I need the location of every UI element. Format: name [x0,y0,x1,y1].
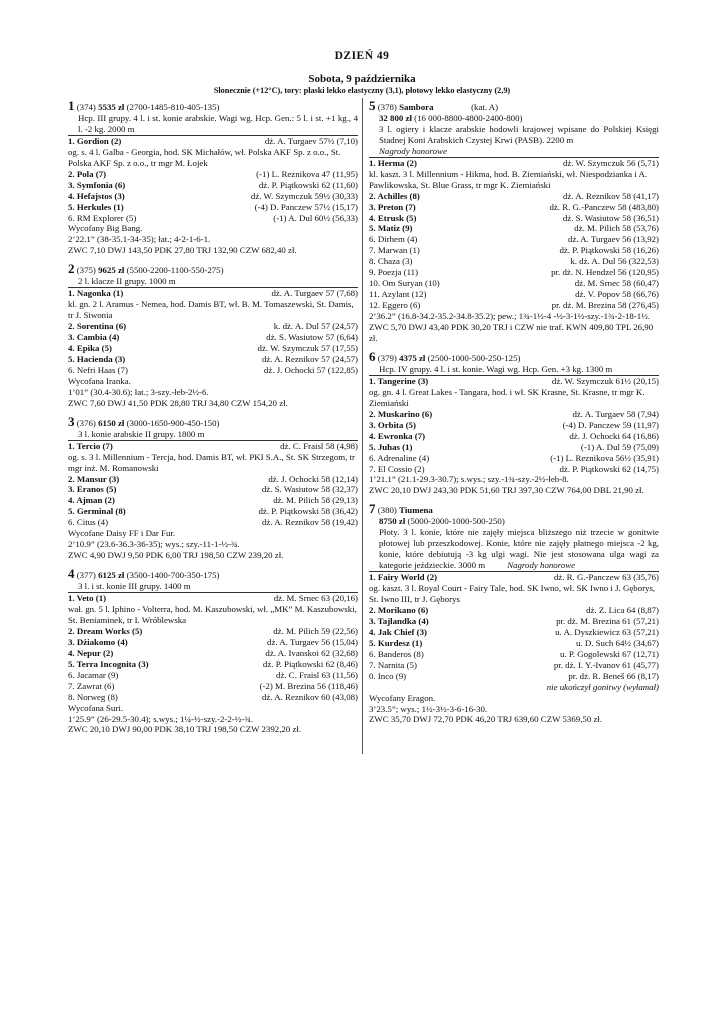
scratched-horses: Wycofany Eragon. [369,692,436,703]
placing-horse: 2. Muskarino (6) [369,408,433,419]
race-prize-split: (2500-1000-500-250-125) [427,352,521,363]
placing-row [68,637,358,648]
placing-row [68,343,358,354]
placing-row [369,409,659,420]
race-conditions-text: Hcp. III grupy. 4 l. i st. konie arabskie. Wagi wg. Hcp. Gen.: 5 l. i st. +1 kg., 4 l. -2 kg. 2000 m [78,112,358,134]
placing-jockey: (-1) A. Dul 60½ (56,33) [273,212,358,223]
placing-horse: 5. Juhas (1) [369,441,413,452]
race-prize: 32 800 zł [379,112,412,123]
winner-pedigree: og. kaszt. 3 l. Royal Court - Fairy Tale, hod. SK Iwno, wł. SK Iwno i J. Gęborys, St. Iwno III, tr J. Gęborys [369,583,656,604]
race-times: 1’01” (30.4-30.6); łat.; 3-szy.-łeb-2½-6. [68,386,209,397]
race-conditions [68,429,358,441]
placing-row [369,453,659,464]
race-payouts: ZWC 20,10 DWJ 90,00 PDK 38,10 TRJ 198,50 CZW 2392,20 zł. [68,724,302,735]
placing-horse: 7. El Cossio (2) [369,463,425,474]
placing-horse: 3. Orbita (5) [369,419,416,430]
placing-jockey: dż. C. Fraisl 63 (11,56) [276,669,358,680]
placing-horse: 2. Sorentina (6) [68,321,127,332]
race-code: (376) [76,417,96,428]
placing-horse: 3. Dżiakomo (4) [68,636,128,647]
race-prize: 6150 zł [98,417,125,428]
winner-pedigree: og. s. 3 l. Millennium - Tercja, hod. Damis BT, wł. PKI S.A., St. SK Strzegom, tr mgr inż. M. Romanowski [68,451,355,473]
race-conditions-text: 3 l. konie arabskie II grupy. 1800 m [78,428,205,439]
race-prize-split: (3000-1650-900-450-150) [126,417,220,428]
race-conditions [369,527,659,572]
placing-horse: 3. Cambia (4) [68,332,120,343]
placing-jockey: dż. V. Popov 58 (66,76) [575,289,659,300]
race-times: 1’21.1” (21.1-29.3-30.7); s.wys.; szy.-1¾-szy.-2½-łeb-8. [369,474,569,485]
placing-jockey: dż. P. Piątkowski 62 (8,46) [262,658,358,669]
placing-row [68,506,358,517]
placing-jockey: dż. A. Ivanskoi 62 (32,68) [265,647,358,658]
race-conditions-text: 3 l. i st. konie III grupy. 1400 m [78,581,191,592]
placing-row [369,191,659,202]
placing-horse: 0. Inco (9) [369,670,407,681]
placing-jockey: (-1) L. Reznikova 56½ (35,91) [550,452,659,463]
race-payouts: ZWC 20,10 DWJ 243,30 PDK 51,60 TRJ 397,30 CZW 764,00 DBL 21,90 zł. [369,485,644,496]
race-block-6 [369,348,659,496]
race-header [369,501,659,517]
race-conditions [68,113,358,136]
placing-row [369,431,659,442]
race-number: 7 [369,501,376,517]
placing-horse: 4. Hefajstos (3) [68,190,125,201]
placing-horse: 3. Preton (7) [369,201,416,212]
winner-row [68,441,358,452]
race-prize: 9625 zł [98,265,125,276]
placing-horse: 10. Om Suryan (10) [369,278,440,289]
race-header [369,348,659,364]
placing-jockey: dż. Z. Lica 64 (8,87) [586,604,659,615]
race-prize-line [369,516,659,527]
placing-row [68,517,358,528]
placing-row [68,354,358,365]
winner-pedigree: kl. kaszt. 3 l. Millennium - Hikma, hod. B. Ziemiański, wł. Niespodzianka i A. Pawlikowska, St. Blue Grass, tr mgr K. Ziemiański [369,168,648,190]
race-code: (375) [76,265,96,276]
placing-row [68,365,358,376]
placing-jockey: dż. M. Pilich 59 (22,56) [273,625,358,636]
race-block-4 [68,566,358,735]
placing-horse: 4. Ewronka (7) [369,430,426,441]
placing-row [68,670,358,681]
winner-pedigree: og. gn. 4 l. Great Lakes - Tangara, hod. i wł. SK Krasne, St. Krasne, tr mgr K. Ziemiański [369,386,645,408]
placing-horse: 5. Kurdesz (1) [369,637,423,648]
race-number: 2 [68,261,75,277]
honorary-prizes: Nagrody honorowe [379,145,447,156]
placing-jockey: (-4) D. Panczew 57½ (15,17) [254,201,358,212]
placing-row [68,648,358,659]
placing-jockey: dż. M. Pilich 58 (29,13) [273,495,358,506]
placing-jockey: pr. dż. N. Hendzel 56 (120,95) [551,267,659,278]
race-block-1 [68,98,358,256]
race-conditions [68,276,358,288]
placing-row [369,649,659,660]
race-conditions [369,124,659,158]
placing-row [369,267,659,278]
winner-row [68,136,358,147]
race-name: Tiumena [399,505,433,516]
race-code: (378) [377,102,397,112]
placing-horse: 2. Mansur (3) [68,473,120,484]
placing-horse: 3. Eranos (5) [68,484,117,495]
placing-jockey: dż. A. Reznikov 58 (19,42) [261,517,358,528]
placing-jockey: (-4) D. Panczew 59 (11,97) [562,419,659,430]
placing-note: nie ukończył gonitwy (wyłamał) [546,681,659,692]
winner-jockey: dż. A. Turgaev 57 (7,68) [271,288,358,299]
race-conditions-text: 2 l. klacze II grupy. 1000 m [78,276,176,287]
placing-row [369,671,659,682]
winner-horse: 1. Nagonka (1) [68,288,124,299]
placing-row [68,659,358,670]
winner-horse: 1. Tercio (7) [68,440,113,451]
winner-jockey: dż. C. Fraisl 58 (4,98) [280,440,358,451]
day-title: DZIEŃ 49 [334,50,390,62]
placing-horse: 6. Nefri Haas (7) [68,364,128,375]
placing-row [369,616,659,627]
placing-jockey: dż. J. Ochocki 57 (122,85) [263,364,358,375]
placing-jockey: (-2) M. Brezina 56 (118,46) [259,680,358,691]
placing-row [369,223,659,234]
race-conditions-text: Hcp. IV grupy. 4 l. i st. konie. Wagi wg. Hcp. Gen. +3 kg. 1300 m [379,363,613,374]
placing-horse: 7. Zawrat (6) [68,680,115,691]
race-payouts: ZWC 5,70 DWJ 43,40 PDK 30,20 TRJ i CZW nie traf. KWN 409,80 TPL 26,90 zł. [369,322,654,344]
placing-horse: 8. Norweg (8) [68,691,118,702]
race-prize-line [369,113,659,124]
placing-row [68,484,358,495]
winner-horse: 1. Tangerine (3) [369,375,429,386]
placing-jockey: k. dż. A. Dul 57 (24,57) [273,321,358,332]
placing-horse: 6. Citus (4) [68,517,109,528]
placing-row [68,626,358,637]
race-prize: 4375 zł [399,352,426,363]
placing-jockey: dż. S. Wasiutow 58 (32,37) [261,484,358,495]
placing-row [68,332,358,343]
race-conditions [68,581,358,593]
race-payouts: ZWC 4,90 DWJ 9,50 PDK 6,00 TRJ 198,50 CZW 239,20 zł. [68,550,284,561]
placing-row [369,256,659,267]
left-column [68,98,358,743]
right-column [369,98,659,733]
race-prize: 6125 zł [98,570,125,581]
race-number: 3 [68,413,75,429]
race-prize: 8750 zł [379,516,406,527]
placing-row [68,191,358,202]
race-prize-split: (5500-2200-1100-550-275) [126,265,224,276]
race-number: 6 [369,348,376,364]
race-name: Sambora [399,102,434,112]
placing-jockey: dż. A. Turgaev 58 (7,94) [572,408,659,419]
race-payouts: ZWC 35,70 DWJ 72,70 PDK 46,20 TRJ 639,60 CZW 5369,50 zł. [369,714,603,725]
placing-jockey: dż. A. Reznikov 58 (41,17) [562,190,659,201]
race-conditions-text: Płoty. 3 l. konie, które nie zajęły miejsca bliższego niż trzecie w gonitwie płotowej lub przeszkodowej. Konie, które nie zajęły płatnego miejsca -2 kg, konie, które debiutują -3 kg ulgi wagi. Nie jest stosowana ulga wagi za kategorie jeździeckie. 3000 m [379,527,659,571]
placing-jockey: dż. A. Turgaev 56 (13,92) [568,234,659,245]
race-prize: 5535 zł [98,102,125,112]
winner-horse: 1. Veto (1) [68,593,107,604]
placing-row [369,234,659,245]
placing-horse: 6. Adrenaline (4) [369,452,430,463]
scratched-horses: Wycofana Iranka. [68,375,131,386]
race-prize-split: (2700-1485-810-405-135) [126,102,220,112]
placing-horse: 6. Dirhem (4) [369,234,418,245]
placing-jockey: dż. P. Piątkowski 58 (36,42) [258,506,358,517]
placing-horse: 11. Azylant (12) [369,289,427,300]
race-header [68,413,358,429]
placing-horse: 5. Hacienda (3) [68,353,126,364]
winner-row [68,288,358,299]
placing-row [369,605,659,616]
placing-jockey: pr. dż. R. Beneš 66 (8,17) [568,670,659,681]
winner-jockey: dż. W. Szymczuk 56 (5,71) [562,157,659,168]
placing-horse: 4. Epika (5) [68,343,112,354]
placing-horse: 3. Tajlandka (4) [369,615,429,626]
race-header [68,261,358,277]
placing-row [68,692,358,703]
race-category: (kat. A) [471,102,499,112]
race-prize-split: (5000-2000-1000-500-250) [407,516,505,527]
race-times: 2’10.9” (23.6-36.3-36-35); wys.; szy.-11-1-½-¾. [68,539,240,550]
winner-horse: 1. Herma (2) [369,157,417,168]
placing-row [369,289,659,300]
placing-horse: 2. Pola (7) [68,168,107,179]
winner-jockey: dż. R. G.-Panczew 63 (35,76) [553,572,659,583]
race-conditions-text: 3 l. ogiery i klacze arabskie hodowli krajowej wpisane do Polskiej Księgi Stadnej Koni Arabskich Czystej Krwi (PASB). 2200 m [379,123,659,145]
winner-horse: 1. Gordion (2) [68,135,122,146]
placing-jockey: pr. dż. I. Y.-Ivanov 61 (45,77) [553,659,659,670]
race-times: 3’23.5”; wys.; 1½-3½-3-6-16-30. [369,703,488,714]
race-prize-split: (3500-1400-700-350-175) [126,570,220,581]
race-header [68,98,358,113]
placing-horse: 5. Terra Incognita (3) [68,658,149,669]
placing-horse: 7. Narnita (5) [369,659,417,670]
placing-row [369,660,659,671]
placing-horse: 6. Jacamar (9) [68,669,119,680]
race-code: (379) [377,352,397,363]
placing-horse: 2. Morikano (6) [369,604,429,615]
placing-row [369,202,659,213]
placing-horse: 4. Ajman (2) [68,495,115,506]
placing-horse: 9. Poezja (11) [369,267,419,278]
placing-row [68,213,358,224]
placing-row [369,627,659,638]
race-payouts: ZWC 7,60 DWJ 41,50 PDK 28,80 TRJ 34,80 CZW 154,20 zł. [68,397,288,408]
placing-jockey: dż. A. Reznikov 57 (24,57) [261,353,358,364]
date-heading: Sobota, 9 października [308,73,416,85]
placing-horse: 2. Dream Works (5) [68,625,143,636]
placing-horse: 7. Marwan (1) [369,245,420,256]
placing-jockey: pr. dż. M. Brezina 58 (276,45) [551,300,659,311]
winner-row [369,376,659,387]
placing-row [369,442,659,453]
placing-jockey: dż. R. G.-Panczew 58 (483,80) [549,201,659,212]
track-conditions: Słonecznie (+12°C), tory: płaski lekko elastyczny (3,1), płotowy lekko elastyczny (2,9) [213,86,511,95]
race-code: (377) [76,570,96,581]
race-times: 2’36.2” (16.8-34.2-35.2-34.8-35.2); pew.; 1¾-1½-4 -½-3-1½-szy.-1¾-2-18-1½. [369,311,651,322]
placing-jockey: pr. dż. M. Brezina 61 (57,21) [556,615,659,626]
race-conditions [369,364,659,376]
placing-row [68,474,358,485]
placing-jockey: (-1) L. Reznikova 47 (11,95) [256,168,358,179]
race-prize-split: (16 000-8800-4800-2400-800) [414,112,523,123]
column-divider [362,98,363,754]
placing-jockey: dż. J. Ochocki 58 (12,14) [268,473,358,484]
placing-row [369,420,659,431]
placing-jockey: u. A. Dyszkiewicz 63 (57,21) [555,626,659,637]
placing-row [369,278,659,289]
placing-row [68,169,358,180]
scratched-horses: Wycofana Suri. [68,702,123,713]
winner-row [68,593,358,604]
placing-horse: 4. Nepur (2) [68,647,114,658]
placing-jockey: dż. P. Piątkowski 62 (14,75) [559,463,659,474]
winner-horse: 1. Fairy World (2) [369,572,438,583]
placing-row [68,495,358,506]
placing-jockey: k. dż. A. Dul 56 (322,53) [570,256,659,267]
placing-horse: 5. Herkules (1) [68,201,124,212]
placing-jockey: dż. M. Srnec 58 (60,47) [574,278,659,289]
placing-row [369,213,659,224]
winner-jockey: dż. A. Turgaev 57½ (7,10) [264,135,358,146]
placing-row [369,245,659,256]
placing-jockey: dż. A. Reznikov 60 (43,08) [261,691,358,702]
placing-row [68,681,358,692]
placing-jockey: dż. A. Turgaev 56 (15,04) [267,636,358,647]
placing-horse: 5. Matiz (9) [369,223,413,234]
placing-horse: 8. Chaza (3) [369,256,413,267]
race-times: 2’22.1” (38-35.1-34-35); łat.; 4-2-1-6-1. [68,234,211,245]
winner-pedigree: wał. gn. 5 l. Iphino - Volterra, hod. M. Kaszubowski, wł. „MK” M. Kaszubowski, St. Beniaminek, tr I. Wróblewska [68,603,357,625]
race-number: 5 [369,98,376,113]
placing-jockey: dż. W. Szymczuk 59½ (30,33) [250,190,358,201]
winner-row [369,158,659,169]
race-code: (374) [76,102,96,112]
winner-row [369,572,659,583]
placing-row [369,300,659,311]
winner-jockey: dż. M. Srnec 63 (20,16) [273,593,358,604]
placing-horse: 12. Eggero (6) [369,300,421,311]
placing-jockey: dż. S. Wasiutow 57 (6,64) [266,332,358,343]
scratched-horses: Wycofany Big Bang. [68,223,143,234]
placing-jockey: u. P. Gogolewski 67 (12,71) [560,648,659,659]
placing-jockey: dż. J. Ochocki 64 (16,86) [569,430,659,441]
race-times: 1’25.9” (26-29.5-30.4); s.wys.; 1¼-½-szy.-2-2-½-¾. [68,713,254,724]
placing-horse: 4. Etrusk (5) [369,212,417,223]
placing-row [68,321,358,332]
placing-horse: 3. Symfonia (6) [68,179,126,190]
race-number: 4 [68,566,75,582]
race-header [68,566,358,582]
winner-jockey: dż. W. Szymczuk 61½ (20,15) [551,375,659,386]
race-block-5 [369,98,659,344]
placing-jockey: dż. S. Wasiutow 58 (36,51) [562,212,659,223]
placing-jockey: u. D. Such 64½ (34,67) [575,637,659,648]
honorary-prizes: Nagrody honorowe [507,560,576,571]
winner-pedigree: og. s. 4 l. Galba - Georgia, hod. SK Michałów, wł. Polska AKF Sp. z o.o., St. Polska AKF Sp. z o.o., tr mgr M. Łojek [68,146,341,168]
placing-horse: 2. Achilles (8) [369,190,420,201]
race-number: 1 [68,98,75,113]
race-block-3 [68,413,358,561]
placing-row [369,464,659,475]
placing-jockey: dż. M. Pilich 58 (53,76) [574,223,659,234]
placing-jockey: (-1) A. Dul 59 (75,09) [580,441,659,452]
placing-horse: 4. Jak Chief (3) [369,626,427,637]
placing-jockey: dż. W. Szymczuk 57 (17,55) [257,343,358,354]
placing-horse: 6. Banderos (8) [369,648,424,659]
winner-pedigree: kl. gn. 2 l. Aramus - Nemea, hod. Damis BT, wł. B. M. Tomaszewski, St. Damis, tr J. Siwonia [68,299,354,321]
placing-row [369,638,659,649]
race-block-7 [369,501,659,725]
scratched-horses: Wycofane Daisy FF i Dar Fur. [68,528,176,539]
placing-jockey: dż. P. Piątkowski 62 (11,60) [258,179,358,190]
race-code: (380) [377,505,397,516]
placing-row [68,180,358,191]
race-header [369,98,659,113]
placing-jockey: dż. P. Piątkowski 58 (16,26) [559,245,659,256]
placing-horse: 5. Germinal (8) [68,506,126,517]
race-block-2 [68,261,358,408]
placing-row [68,202,358,213]
placing-horse: 6. RM Explorer (5) [68,212,137,223]
race-payouts: ZWC 7,10 DWJ 143,50 PDK 27,80 TRJ 132,90 CZW 682,40 zł. [68,245,297,256]
